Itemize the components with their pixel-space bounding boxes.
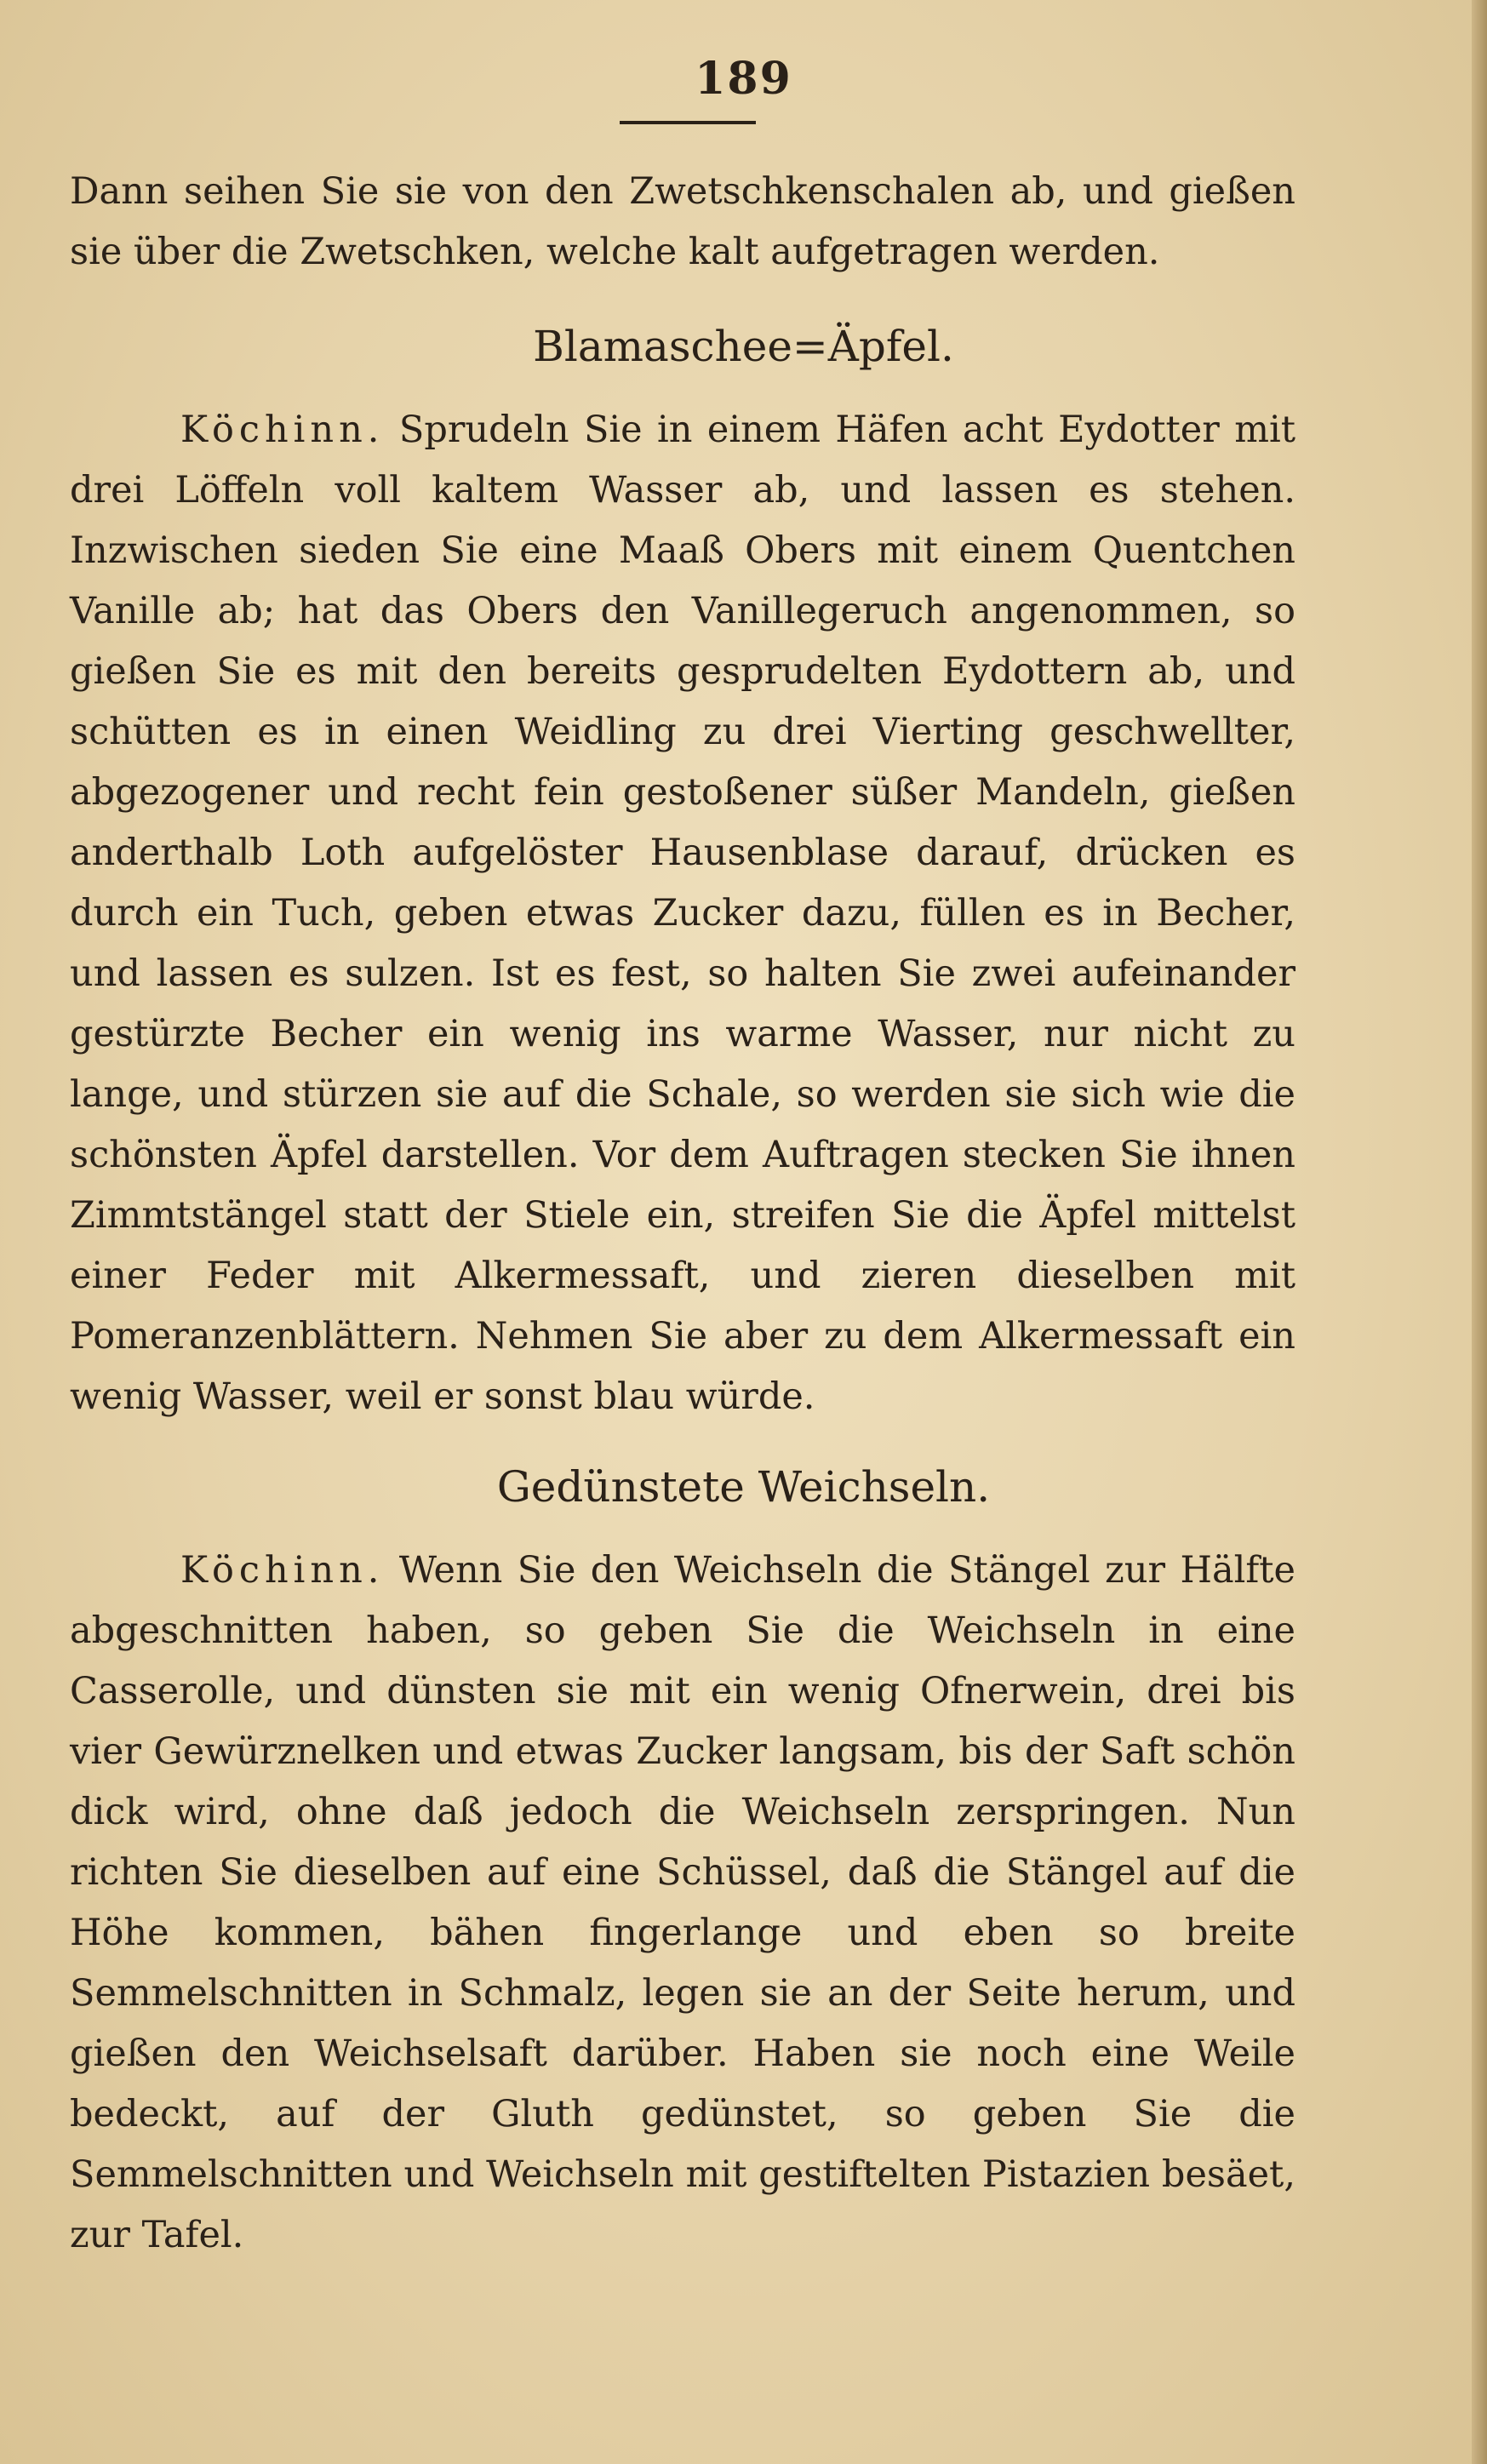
page-number: 189	[695, 53, 792, 105]
intro-paragraph	[70, 162, 1295, 283]
recipe-paragraph	[70, 400, 1295, 1427]
recipe-body: Wenn Sie den Weichseln die Stängel zur Hälfte abgeschnitten haben, so geben Sie die Weichseln in eine Casserolle, und dünsten sie mit ein wenig Ofnerwein, drei bis vier Gewürznelken und etwas Zucker langsam, bis der Saft schön dick wird, ohne daß jedoch die Weichseln zerspringen. Nun richten Sie dieselben auf eine Schüssel, daß die Stängel auf die Höhe kommen, bähen fingerlange und eben so breite Semmelschnitten in Schmalz, legen sie an der Seite herum, und gießen den Weichselsaft darüber. Haben sie noch eine Weile bedeckt, auf der Gluth gedünstet, so geben Sie die Semmelschnitten und Weichseln mit gestiftelten Pistazien besäet, zur Tafel.	[70, 1549, 1295, 2256]
recipe-weichseln	[70, 1541, 1295, 2266]
speaker-label: Köchinn.	[180, 409, 385, 451]
recipe-title-weichseln: Gedünstete Weichseln.	[496, 1462, 991, 1512]
page-number-rule	[620, 121, 756, 124]
speaker-label: Köchinn.	[180, 1549, 385, 1592]
recipe-blamaschee	[70, 400, 1295, 1427]
recipe-body: Sprudeln Sie in einem Häfen acht Eydotter mit drei Löffeln voll kaltem Wasser ab, und lassen es stehen. Inzwischen sieden Sie eine Maaß Obers mit einem Quentchen Vanille ab; hat das Obers den Vanillegeruch angenommen, so gießen Sie es mit den bereits gesprudelten Eydottern ab, und schütten es in einen Weidling zu drei Vierting geschwellter, abgezogener und recht fein gestoßener süßer Mandeln, gießen anderthalb Loth aufgelöster Hausenblase darauf, drücken es durch ein Tuch, geben etwas Zucker dazu, füllen es in Becher, und lassen es sulzen. Ist es fest, so halten Sie zwei aufeinander gestürzte Becher ein wenig ins warme Wasser, nur nicht zu lange, und stürzen sie auf die Schale, so werden sie sich wie die schönsten Äpfel darstellen. Vor dem Auftragen stecken Sie ihnen Zimmtstängel statt der Stiele ein, streifen Sie die Äpfel mittelst einer Feder mit Alkermessaft, und zieren dieselben mit Pomeranzenblättern. Nehmen Sie aber zu dem Alkermessaft ein wenig Wasser, weil er sonst blau würde.	[70, 409, 1295, 1418]
recipe-paragraph	[70, 1541, 1295, 2266]
recipe-title-blamaschee: Blamaschee=Äpfel.	[533, 322, 954, 371]
intro-text: Dann seihen Sie sie von den Zwetschkenschalen ab, und gießen sie über die Zwetschken, welche kalt aufgetragen werden.	[70, 170, 1295, 273]
